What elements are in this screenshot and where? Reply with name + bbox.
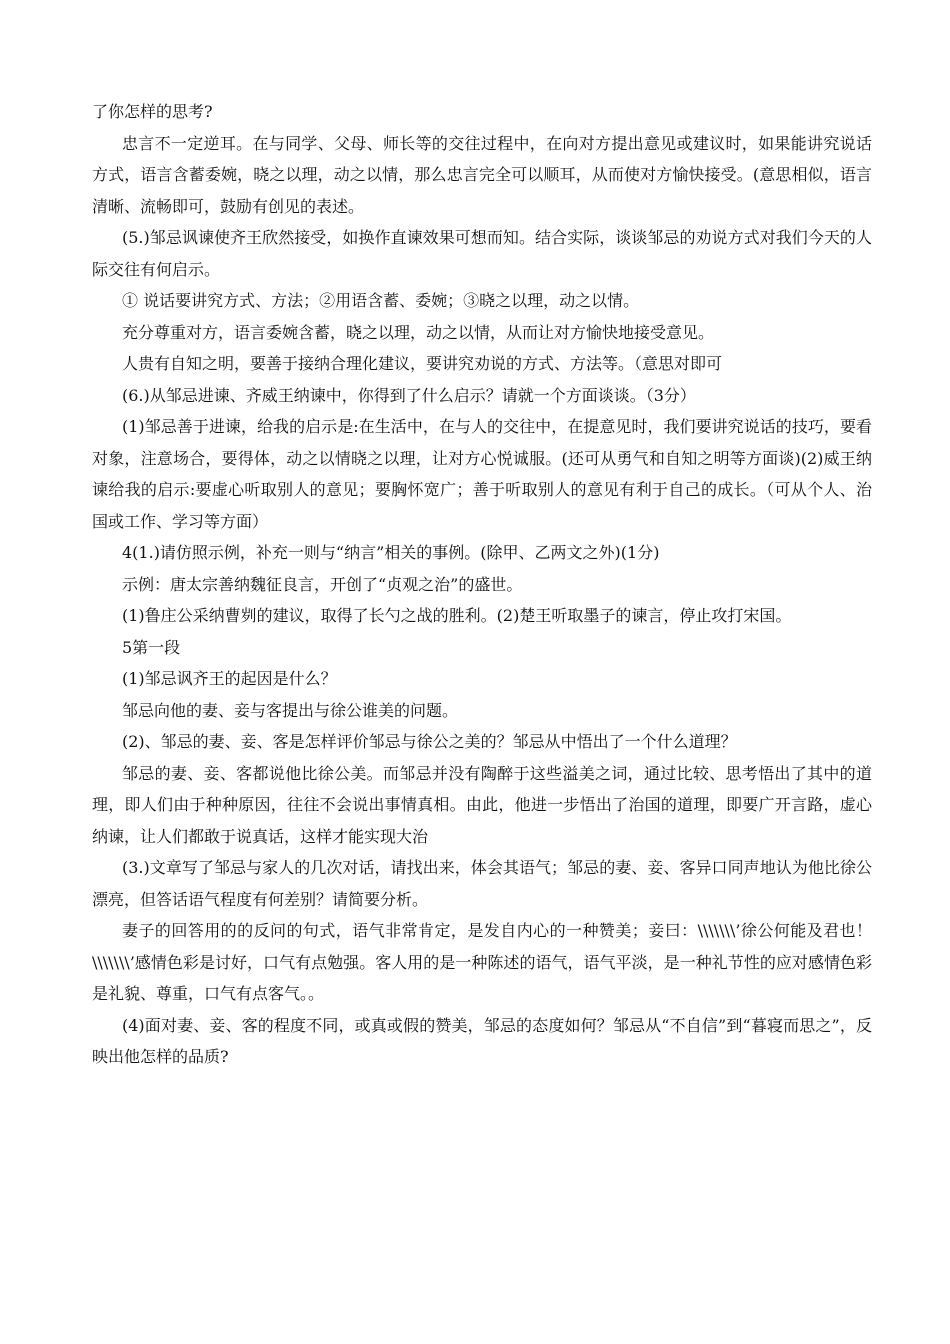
answer-paragraph: (1)邹忌善于进谏，给我的启示是:在生活中，在与人的交往中，在提意见时，我们要讲究说话的技巧，要看对象，注意场合，要得体，动之以情晓之以理，让对方心悦诚服。(还可从勇气和自知之明等方面谈)(2)威王纳谏给我的启示:要虚心听取别人的意见；要胸怀宽广；善于听取别人的意见有利于自己的成长。（可从个人、治国或工作、学习等方面） xyxy=(92,417,872,531)
question-paragraph: (4)面对妻、妾、客的程度不同，或真或假的赞美，邹忌的态度如何？邹忌从“不自信”到“暮寝而思之”，反映出他怎样的品质? xyxy=(92,1015,872,1066)
question-paragraph: (2)、邹忌的妻、妾、客是怎样评价邹忌与徐公之美的？邹忌从中悟出了一个什么道理？ xyxy=(122,732,737,751)
answer-paragraph: 邹忌的妻、妾、客都说他比徐公美。而邹忌并没有陶醉于这些溢美之词，通过比较、思考悟出了其中的道理，即人们由于种种原因，往往不会说出事情真相。由此，他进一步悟出了治国的道理，即要广开言路，虚心纳谏，让人们都敢于说真话，这样才能实现大治 xyxy=(92,763,872,846)
answer-paragraph: 妻子的回答用的的反问的句式，语气非常肯定，是发自内心的一种赞美；妾曰：\\\\\\\’徐公何能及君也！\\\\\\\’感情色彩是讨好，口气有点勉强。客人用的是一种陈述的语气，语气平淡，是一种礼节性的应对感情色彩是礼貌、尊重，口气有点客气。。 xyxy=(92,921,872,1003)
answer-paragraph: 邹忌向他的妻、妾与客提出与徐公谁美的问题。 xyxy=(122,700,459,720)
question-paragraph: (6.)从邹忌进谏、齐威王纳谏中，你得到了什么启示？请就一个方面谈谈。（3分） xyxy=(122,385,696,405)
example-paragraph: 示例：唐太宗善纳魏征良言，开创了“贞观之治”的盛世。 xyxy=(122,574,523,594)
question-paragraph: (3.)文章写了邹忌与家人的几次对话，请找出来，体会其语气；邹忌的妻、妾、客异口同声地认为他比徐公漂亮，但答话语气程度有何差别？请简要分析。 xyxy=(92,858,872,909)
answer-paragraph: 人贵有自知之明，要善于接纳合理化建议，要讲究劝说的方式、方法等。（意思对即可 xyxy=(122,354,723,373)
question-paragraph: 4(1.)请仿照示例，补充一则与“纳言”相关的事例。(除甲、乙两文之外)(1分) xyxy=(122,543,660,562)
document-page xyxy=(92,96,872,1073)
answer-paragraph: 忠言不一定逆耳。在与同学、父母、师长等的交往过程中，在向对方提出意见或建议时，如果能讲究说话方式，语言含蓄委婉，晓之以理，动之以情，那么忠言完全可以顺耳，从而使对方愉快接受。(意思相似，语言清晰、流畅即可，鼓励有创见的表述。 xyxy=(92,133,872,216)
section-heading: 5第一段 xyxy=(122,637,181,657)
question-paragraph: (5.)邹忌讽谏使齐王欣然接受，如换作直谏效果可想而知。结合实际，谈谈邹忌的劝说方式对我们今天的人际交往有何启示。 xyxy=(92,228,872,279)
question-paragraph: (1)邹忌讽齐王的起因是什么？ xyxy=(122,669,337,688)
answer-paragraph: (1)鲁庄公采纳曹刿的建议，取得了长勺之战的胜利。(2)楚王听取墨子的谏言，停止攻打宋国。 xyxy=(122,606,792,625)
paragraph: 了你怎样的思考? xyxy=(92,102,213,121)
answer-paragraph: 充分尊重对方，语言委婉含蓄，晓之以理，动之以情，从而让对方愉快地接受意见。 xyxy=(122,322,715,342)
answer-paragraph: ① 说话要讲究方式、方法；②用语含蓄、委婉；③晓之以理，动之以情。 xyxy=(122,291,640,310)
